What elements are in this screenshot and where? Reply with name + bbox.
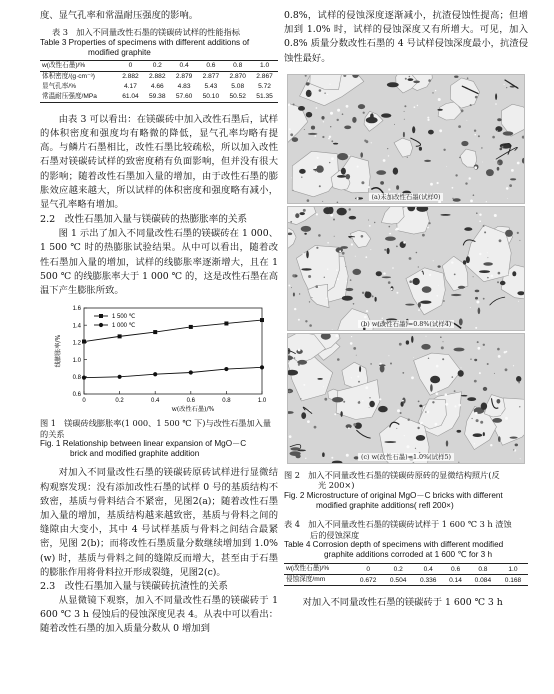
- series-line-0: [84, 320, 262, 342]
- table3-cell: 4.17: [124, 83, 137, 91]
- table3-grid: [40, 60, 278, 103]
- paragraph-corrosion-continued: 0.8%，试样的侵蚀深度逐渐减小，抗渣侵蚀性提高；但增加到 1.0% 时，试样的侵蚀深度又有所增大。可见，加入 0.8% 质量分数改性石墨的 4 号试样侵蚀深度最小，抗渣侵蚀性最好。: [284, 10, 528, 64]
- table3-caption-en-1: Table 3 Properties of specimens with different additions of: [40, 37, 250, 47]
- table3-cell: 50.10: [198, 92, 225, 103]
- table3-header: 0: [117, 60, 144, 71]
- fig1-caption-en-2: brick and modified graphite addition: [70, 449, 200, 459]
- fig2-caption-cn-1: 图 2 加入不同量改性石墨的镁碳砖原砖的显微结构照片(反: [284, 469, 500, 480]
- paragraph-corrosion: 从显微镜下观察，加入不同量改性石墨的镁碳砖于 1 600 ℃ 3 h 侵蚀后的侵蚀深度见表 4。从表中可以看出：随着改性石墨的加入质量分数从 0 增加到: [40, 595, 278, 635]
- x-axis-label: w(改性石墨)/%: [171, 406, 215, 414]
- fig1-caption-en-1: Fig. 1 Relationship between linear expansion of MgO－C: [40, 439, 247, 449]
- table3-cell: 61.04: [117, 92, 144, 103]
- table4-caption-en-1: Table 4 Corrosion depth of specimens with different modified: [284, 540, 504, 550]
- table4-cell: 0.14: [443, 575, 468, 586]
- x-tick-label: 0.4: [151, 398, 160, 405]
- series-line-1: [84, 368, 262, 378]
- table3-row-label: 显气孔率/%: [42, 82, 77, 90]
- right-column: [284, 0, 528, 610]
- section-heading-2-3: 2.3 改性石墨加入量与镁碳砖抗渣性的关系: [40, 581, 228, 593]
- table3-cell: 2.879: [175, 73, 193, 81]
- table3-cell: 59.38: [144, 92, 171, 103]
- table3: [40, 27, 278, 103]
- table4-caption-en-2: graphite additions corroded at 1 600 ℃ for 3 h: [324, 550, 493, 560]
- table4-grid: [284, 563, 528, 586]
- table3-cell: 2.870: [229, 73, 246, 81]
- section-heading-2-2: 2.2 改性石墨加入量与镁碳砖的热膨胀率的关系: [40, 214, 248, 226]
- left-column: [40, 0, 278, 637]
- x-tick-label: 0.6: [186, 398, 195, 405]
- data-point-square: [189, 325, 193, 329]
- data-point-square: [153, 330, 157, 334]
- fig2-caption-en-2: modified graphite additions( refl 200×): [316, 501, 454, 510]
- table3-cell: 5.08: [231, 83, 245, 91]
- x-tick-label: 0.8: [222, 398, 231, 405]
- table4: [284, 519, 528, 586]
- y-tick-label: 1.4: [72, 323, 81, 330]
- table3-cell: 57.60: [171, 92, 198, 103]
- micrograph-a-label: (a)未加改性石墨(试样0): [369, 193, 444, 201]
- table4-header: 0.6: [443, 564, 468, 575]
- data-point-circle: [118, 375, 122, 379]
- paragraph-bottom: 对加入不同量改性石墨的镁碳砖于 1 600 ℃ 3 h: [302, 597, 503, 609]
- table3-cell: 2.882: [122, 73, 139, 81]
- table4-cell: 0.504: [383, 575, 413, 586]
- y-tick-label: 1.0: [72, 358, 81, 365]
- table3-header: 0.4: [171, 60, 198, 71]
- table3-cell: 5.43: [204, 83, 218, 91]
- table3-cell: 5.72: [258, 83, 271, 91]
- data-point-circle: [189, 371, 193, 375]
- x-tick-label: 1.0: [257, 398, 267, 405]
- y-tick-label: 0.8: [72, 375, 81, 382]
- legend-marker-square: [99, 314, 103, 318]
- table3-cell: 51.35: [251, 92, 278, 103]
- figure2-caption: [284, 470, 528, 511]
- table3-caption-cn: 表 3 加入不同量改性石墨的镁碳砖试样的性能指标: [52, 27, 240, 38]
- micrograph-a-texture: [288, 75, 525, 204]
- y-tick-label: 1.2: [72, 340, 81, 347]
- data-point-square: [260, 318, 264, 322]
- table3-cell: 2.867: [256, 73, 273, 81]
- table4-header: 0: [353, 564, 383, 575]
- paragraph-table3-analysis: 由表 3 可以看出：在镁碳砖中加入改性石墨后，试样的体积密度和强度均有略微的降低，显气孔率均略有提高。与鳞片石墨相比，改性石墨比较疏松，所以加入改性石墨对镁碳砖试样的致密度稍有负面影响，但并没有很大的影响；随着改性石墨加入量的增加，由于改性石墨的膨胀效应越来越大，所以试样的体积密度和强度略有减小，显气孔率略有增加。: [40, 113, 278, 211]
- legend-marker-circle: [99, 323, 103, 327]
- figure1: [40, 302, 278, 418]
- data-point-circle: [260, 365, 264, 369]
- table4-caption-cn-2: 后的侵蚀深度: [310, 529, 360, 540]
- micrograph-b-texture: [288, 207, 525, 331]
- micrograph-b: [287, 206, 525, 331]
- table3-cell: 50.52: [224, 92, 251, 103]
- table3-caption-en-2: modified graphite: [88, 47, 151, 57]
- intro-line: 度、显气孔率和常温耐压强度的影响。: [40, 10, 199, 21]
- figure2: [284, 74, 528, 464]
- table-row: [40, 82, 278, 92]
- table4-caption-cn-1: 表 4 加入不同量改性石墨的镁碳砖试样于 1 600 ℃ 3 h 渣蚀: [284, 519, 512, 529]
- micrograph-a: [287, 74, 525, 204]
- data-point-square: [118, 335, 122, 339]
- table4-cell: 0.168: [498, 575, 528, 586]
- table4-header: 0.8: [468, 564, 498, 575]
- table4-header: 0.4: [413, 564, 443, 575]
- fig2-caption-en-1: Fig. 2 Microstructure of original MgO－C bricks with different: [284, 491, 503, 500]
- data-point-circle: [153, 372, 157, 376]
- micrograph-c-texture: [288, 334, 525, 464]
- table3-cell: 4.66: [150, 83, 164, 91]
- table3-header: 1.0: [251, 60, 278, 71]
- table3-header: 0.8: [224, 60, 251, 71]
- table4-header: 0.2: [383, 564, 413, 575]
- legend-label: 1 000 ℃: [112, 323, 136, 330]
- legend-label: 1 500 ℃: [112, 314, 136, 321]
- micrograph-b-label: (b) w(改性石墨)=0.8%(试样4): [358, 320, 455, 328]
- table3-row-label: 体积密度/(g·cm⁻³): [42, 72, 95, 80]
- table3-header-label: w(改性石墨)/%: [40, 60, 117, 71]
- table3-row-label: 常温耐压强度/MPa: [40, 92, 117, 103]
- y-tick-label: 1.6: [72, 306, 81, 313]
- table3-header: 0.2: [144, 60, 171, 71]
- figure1-caption: [40, 418, 278, 459]
- table4-cell: 0.336: [413, 575, 443, 586]
- x-tick-label: 0.2: [115, 398, 124, 405]
- table3-cell: 4.83: [177, 83, 191, 91]
- fig1-line-chart: [40, 302, 278, 414]
- data-point-circle: [82, 376, 86, 380]
- fig1-caption-cn: 图 1 镁碳砖线膨胀率(1 000、1 500 ℃ 下)与改性石墨加入量的关系: [40, 418, 272, 439]
- fig2-caption-cn-2: 光 200×): [318, 480, 355, 491]
- table4-header: 1.0: [498, 564, 528, 575]
- table3-header: 0.6: [198, 60, 225, 71]
- table4-cell: 0.084: [468, 575, 498, 586]
- paragraph-microstructure: 对加入不同量改性石墨的镁碳砖原砖试样进行显微结构观察发现：没有添加改性石墨的试样 0 号的基质结构不致密，基质与骨料结合不紧密，见图2(a)；随着改性石墨加入量的增加，基质结构越来越致密，基质与骨料之间的缝隙由大变小，其中 4 号试样基质与骨料之间结合最紧密，见图 2(b)；而将改性石墨质量分数继续增加到 1.0%(w) 时，基质与骨料之间的缝隙反而增大，甚至由于石墨的膨胀作用将骨料拉开形成裂缝，见图2(c)。: [40, 467, 278, 578]
- plot-frame: [84, 308, 262, 394]
- table-row: [40, 71, 278, 82]
- table3-cell: 2.882: [149, 73, 166, 81]
- paragraph-fig1-intro: 图 1 示出了加入不同量改性石墨的镁碳砖在 1 000、1 500 ℃ 时的热膨胀试验结果。从中可以看出，随着改性石墨加入量的增加，试样的线膨胀率逐渐增大，且在 1 500 ℃ 的线膨胀率大于 1 000 ℃ 的，这是改性石墨在高温下产生膨胀所致。: [40, 228, 278, 297]
- table-row: [40, 92, 278, 103]
- y-tick-label: 0.6: [72, 392, 81, 399]
- y-axis-label: 线膨胀率/%: [55, 334, 62, 368]
- x-tick-label: 0: [82, 398, 86, 405]
- table4-header-label: w(改性石墨)/%: [284, 564, 353, 575]
- table4-cell: 0.672: [353, 575, 383, 586]
- table4-row-label: 侵蚀深度/mm: [284, 575, 353, 586]
- data-point-square: [82, 340, 86, 344]
- data-point-circle: [224, 367, 228, 371]
- micrograph-c: [287, 333, 525, 464]
- table-row: [284, 575, 528, 586]
- table3-cell: 2.877: [202, 73, 220, 81]
- data-point-square: [224, 322, 228, 326]
- micrograph-c-label: (c) w(改性石墨)=1.0%(试样5): [358, 453, 454, 461]
